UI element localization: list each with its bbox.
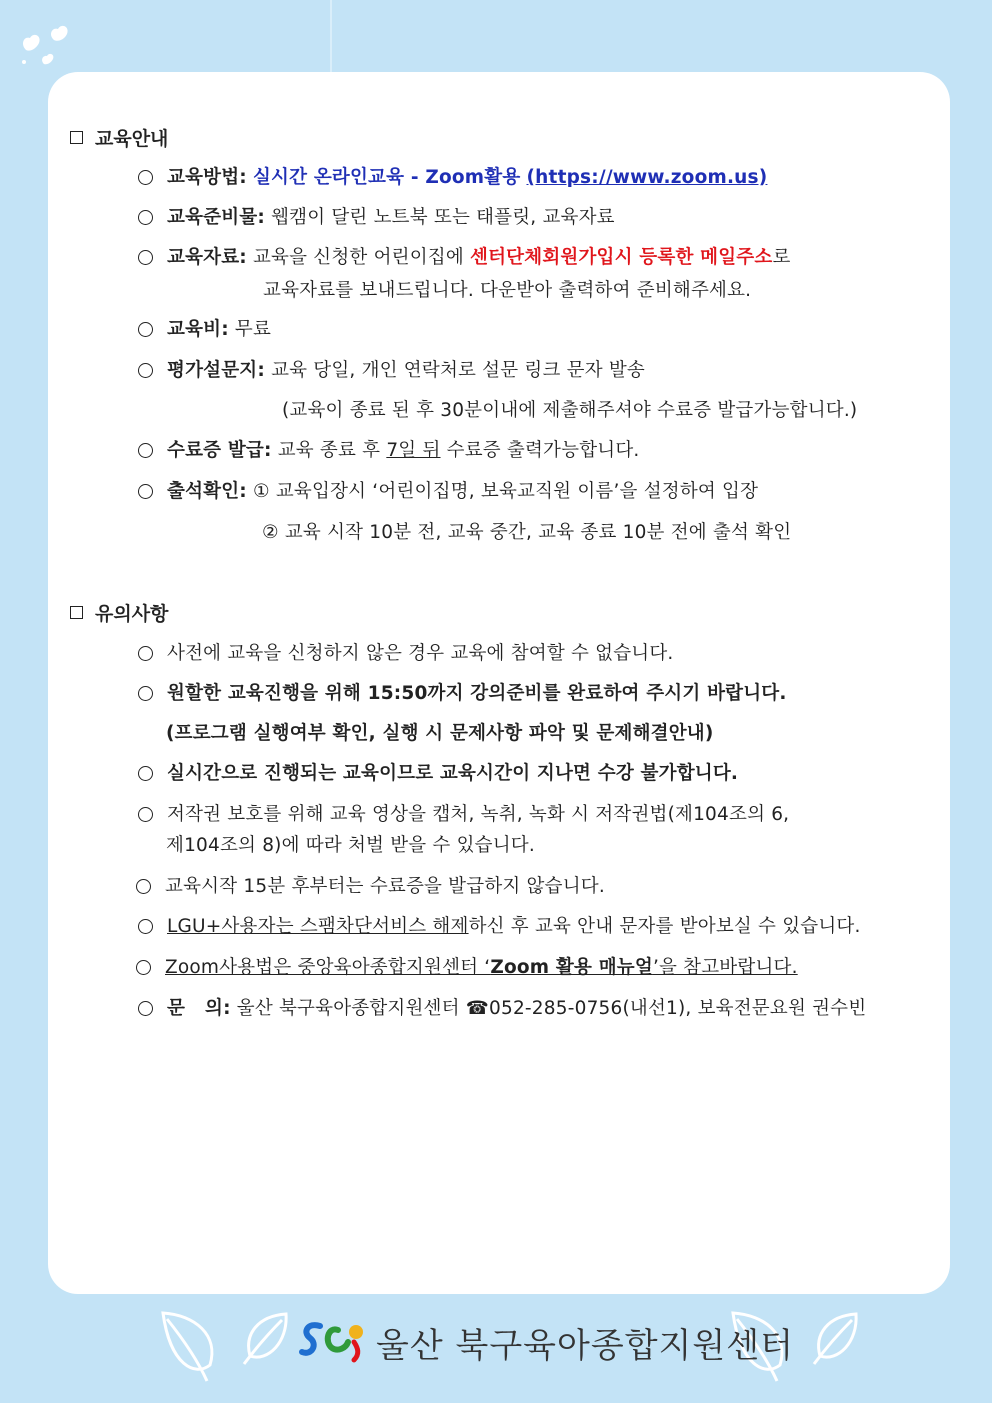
circle-bullet-icon	[138, 322, 153, 337]
contact-info: 문 의: 울산 북구육아종합지원센터 ☎052-285-0756(내선1), 보육전문요원 권수빈	[138, 994, 866, 1020]
circle-bullet-icon	[138, 170, 153, 185]
circle-bullet-icon	[138, 250, 153, 265]
circle-bullet-icon	[138, 766, 153, 781]
circle-bullet-icon	[136, 960, 151, 975]
circle-bullet-icon	[138, 686, 153, 701]
org-logo-icon	[298, 1312, 368, 1364]
notice-item-6: LGU+사용자는 스팸차단서비스 해제하신 후 교육 안내 문자를 받아보실 수 있습니다.	[138, 912, 861, 938]
circle-bullet-icon	[138, 1001, 153, 1016]
education-fee: 교육비: 무료	[138, 315, 271, 341]
hearts-icon	[14, 20, 84, 80]
notice-item-1: 사전에 교육을 신청하지 않은 경우 교육에 참여할 수 없습니다.	[138, 639, 674, 665]
leaf-icon	[155, 1305, 225, 1385]
circle-bullet-icon	[138, 210, 153, 225]
education-material-continued: 교육자료를 보내드립니다. 다운받아 출력하여 준비해주세요.	[263, 280, 752, 301]
education-material: 교육자료: 교육을 신청한 어린이집에 센터단체회원가입시 등록한 메일주소로	[138, 243, 791, 269]
circle-bullet-icon	[138, 919, 153, 934]
notice-item-4: 저작권 보호를 위해 교육 영상을 캡처, 녹취, 녹화 시 저작권법(제104조의 6,	[138, 800, 789, 826]
education-preparation: 교육준비물: 웹캠이 달린 노트북 또는 태플릿, 교육자료	[138, 203, 615, 229]
top-stripe	[330, 0, 332, 72]
evaluation-survey: 평가설문지: 교육 당일, 개인 연락처로 설문 링크 문자 발송	[138, 356, 645, 382]
notice-item-3: 실시간으로 진행되는 교육이므로 교육시간이 지나면 수강 불가합니다.	[138, 759, 738, 785]
circle-bullet-icon	[138, 646, 153, 661]
checkbox-icon	[70, 131, 83, 144]
certificate-issue: 수료증 발급: 교육 종료 후 7일 뒤 수료증 출력가능합니다.	[138, 436, 640, 462]
section-title-education: 교육안내	[70, 124, 168, 151]
zoom-link[interactable]: (https://www.zoom.us)	[526, 167, 768, 188]
checkbox-icon	[70, 606, 83, 619]
leaf-icon	[808, 1308, 863, 1368]
leaf-icon	[238, 1308, 293, 1368]
notice-item-2-sub: (프로그램 실행여부 확인, 실행 시 문제사항 파악 및 문제해결안내)	[166, 723, 714, 744]
notice-item-5: 교육시작 15분 후부터는 수료증을 발급하지 않습니다.	[136, 872, 605, 898]
circle-bullet-icon	[138, 443, 153, 458]
circle-bullet-icon	[138, 363, 153, 378]
attendance-check-2: ② 교육 시작 10분 전, 교육 중간, 교육 종료 10분 전에 출석 확인	[262, 522, 792, 543]
evaluation-survey-note: (교육이 종료 된 후 30분이내에 제출해주셔야 수료증 발급가능합니다.)	[282, 400, 858, 421]
org-name: 울산 북구육아종합지원센터	[376, 1326, 794, 1366]
notice-item-2: 원할한 교육진행을 위해 15:50까지 강의준비를 완료하여 주시기 바랍니다.	[138, 679, 787, 705]
circle-bullet-icon	[138, 807, 153, 822]
notice-item-7: Zoom사용법은 중앙육아종합지원센터 ‘Zoom 활용 매뉴얼’을 참고바랍니다.	[136, 953, 798, 979]
section-title-notice: 유의사항	[70, 599, 168, 626]
education-method: 교육방법: 실시간 온라인교육 - Zoom활용 (https://www.zoom.us)	[138, 163, 767, 189]
circle-bullet-icon	[138, 484, 153, 499]
attendance-check: 출석확인: ① 교육입장시 ‘어린이집명, 보육교직원 이름’을 설정하여 입장	[138, 477, 758, 503]
notice-item-4-continued: 제104조의 8)에 따라 처벌 받을 수 있습니다.	[166, 835, 535, 856]
circle-bullet-icon	[136, 879, 151, 894]
